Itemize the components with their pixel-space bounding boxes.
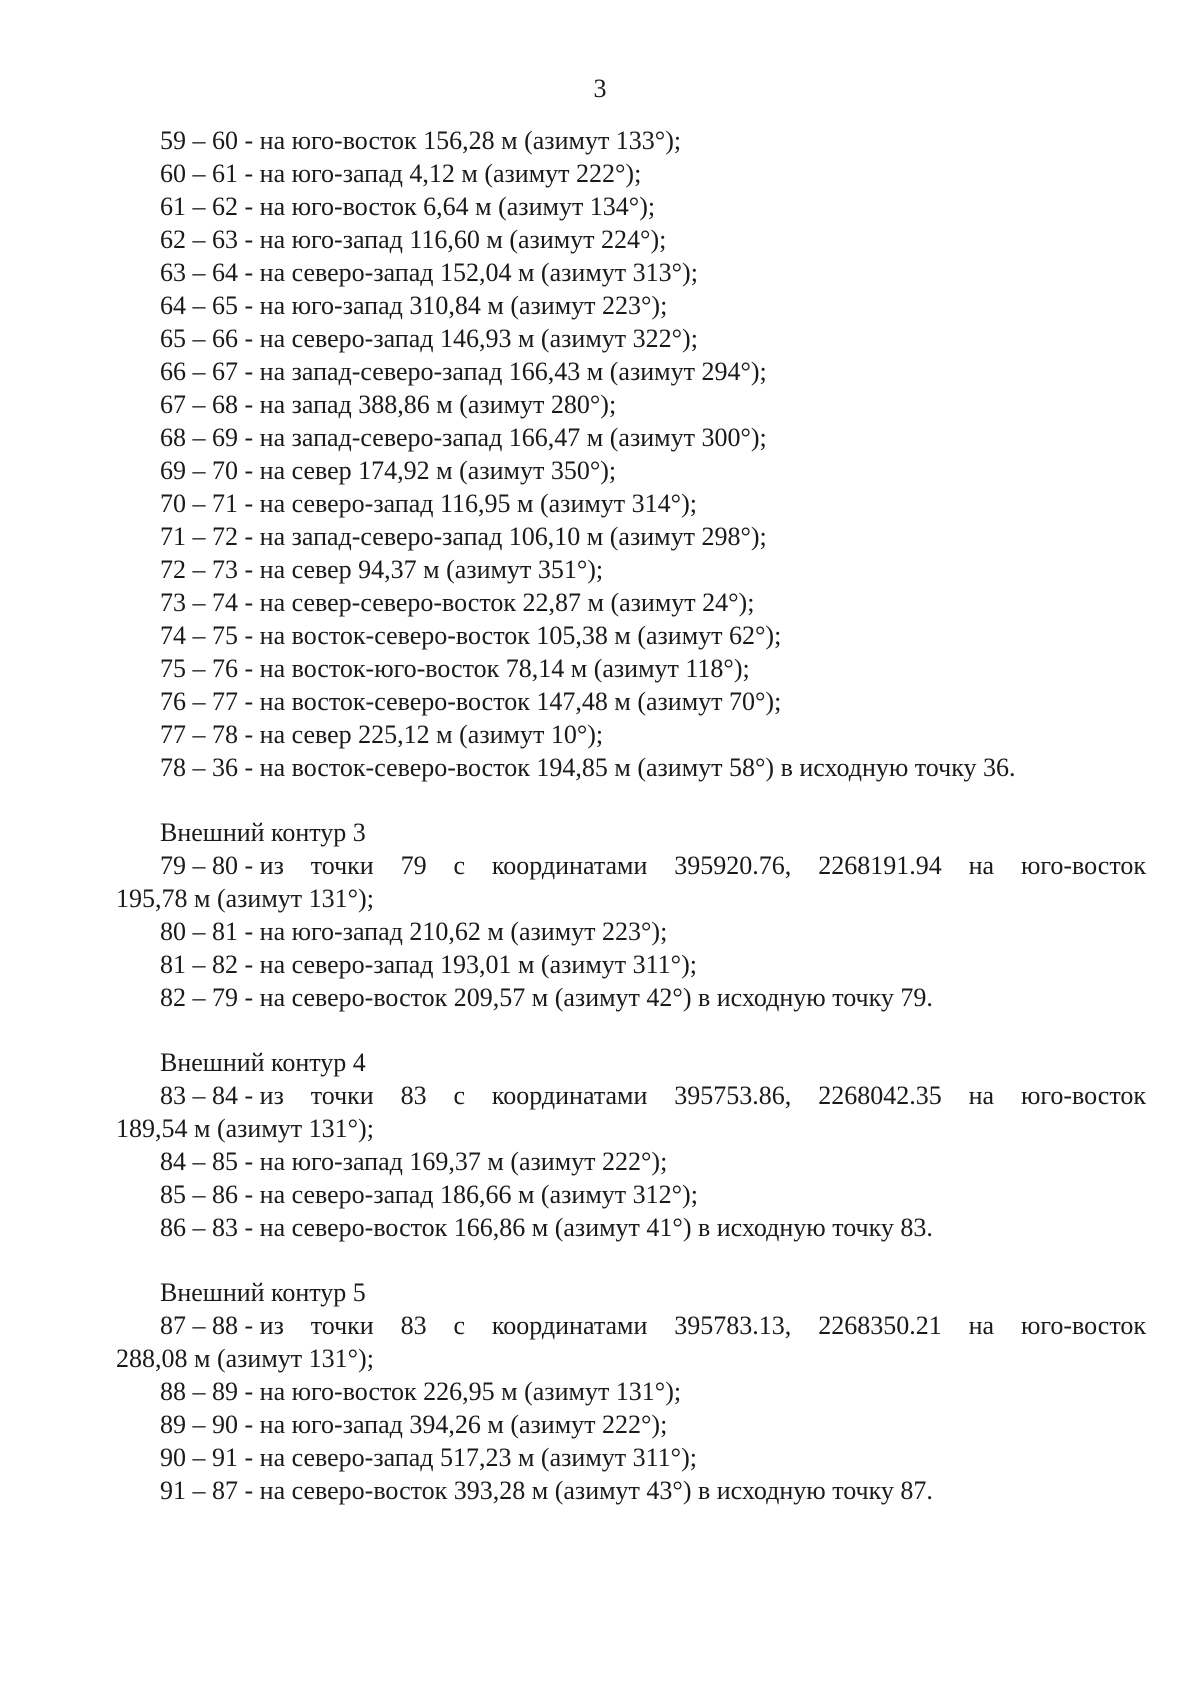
segment-word: с	[453, 1081, 466, 1110]
segment-word: на	[968, 851, 995, 880]
segment-word: 2268042.35	[818, 1081, 942, 1110]
segment-continuation: 195,78 м (азимут 131°);	[116, 884, 374, 913]
contour-heading: Внешний контур 4	[160, 1048, 366, 1077]
segment-line: 85 – 86 - на северо-запад 186,66 м (азимут 312°);	[160, 1180, 698, 1209]
segment-word: 79 – 80 - из	[160, 851, 284, 880]
segment-line: 63 – 64 - на северо-запад 152,04 м (азимут 313°);	[160, 258, 698, 287]
segment-word: 83	[400, 1081, 427, 1110]
segment-line: 90 – 91 - на северо-запад 517,23 м (азимут 311°);	[160, 1443, 697, 1472]
segment-word: 79	[400, 851, 427, 880]
segment-continuation: 288,08 м (азимут 131°);	[116, 1344, 374, 1373]
segment-word: юго-восток	[1020, 1081, 1146, 1110]
segment-line: 59 – 60 - на юго-восток 156,28 м (азимут 133°);	[160, 126, 682, 155]
segment-line: 66 – 67 - на запад-северо-запад 166,43 м (азимут 294°);	[160, 357, 767, 386]
segment-line: 65 – 66 - на северо-запад 146,93 м (азимут 322°);	[160, 324, 698, 353]
segment-word: на	[968, 1081, 995, 1110]
segment-line: 84 – 85 - на юго-запад 169,37 м (азимут 222°);	[160, 1147, 668, 1176]
segment-word: координатами	[491, 851, 648, 880]
segment-line: 74 – 75 - на восток-северо-восток 105,38 м (азимут 62°);	[160, 621, 782, 650]
segment-word: точки	[310, 1081, 374, 1110]
segment-line: 82 – 79 - на северо-восток 209,57 м (азимут 42°) в исходную точку 79.	[160, 983, 933, 1012]
contour-continued-section	[116, 124, 1146, 784]
contour-section-5	[116, 1276, 1146, 1507]
segment-word: 395920.76,	[674, 851, 792, 880]
segment-continuation: 189,54 м (азимут 131°);	[116, 1114, 374, 1143]
segment-word: 395783.13,	[674, 1311, 792, 1340]
section-gap	[116, 1014, 1146, 1046]
segment-line: 89 – 90 - на юго-запад 394,26 м (азимут 222°);	[160, 1410, 668, 1439]
segment-line: 81 – 82 - на северо-запад 193,01 м (азимут 311°);	[160, 950, 697, 979]
segment-word: юго-восток	[1020, 851, 1146, 880]
segment-word: 83	[400, 1311, 427, 1340]
segment-line: 76 – 77 - на восток-северо-восток 147,48 м (азимут 70°);	[160, 687, 782, 716]
segment-line: 71 – 72 - на запад-северо-запад 106,10 м (азимут 298°);	[160, 522, 767, 551]
segment-word: 83 – 84 - из	[160, 1081, 284, 1110]
segment-word: с	[453, 1311, 466, 1340]
segment-line: 69 – 70 - на север 174,92 м (азимут 350°);	[160, 456, 617, 485]
segment-line: 67 – 68 - на запад 388,86 м (азимут 280°);	[160, 390, 617, 419]
segment-word: 2268350.21	[818, 1311, 942, 1340]
segment-word: 2268191.94	[818, 851, 942, 880]
segment-word: координатами	[491, 1081, 648, 1110]
contour-first-segment	[116, 1309, 1146, 1342]
contour-first-segment	[116, 1079, 1146, 1112]
segment-word: точки	[310, 1311, 374, 1340]
segment-line: 73 – 74 - на север-северо-восток 22,87 м (азимут 24°);	[160, 588, 755, 617]
segment-line: 86 – 83 - на северо-восток 166,86 м (азимут 41°) в исходную точку 83.	[160, 1213, 933, 1242]
segment-line: 60 – 61 - на юго-запад 4,12 м (азимут 222°);	[160, 159, 642, 188]
contour-section-3	[116, 816, 1146, 1014]
segment-word: точки	[310, 851, 374, 880]
segment-line: 72 – 73 - на север 94,37 м (азимут 351°);	[160, 555, 604, 584]
segment-word: координатами	[491, 1311, 648, 1340]
segment-line: 77 – 78 - на север 225,12 м (азимут 10°);	[160, 720, 604, 749]
segment-line: 78 – 36 - на восток-северо-восток 194,85 м (азимут 58°) в исходную точку 36.	[160, 753, 1016, 782]
page-number: 3	[593, 74, 607, 103]
segment-word: на	[968, 1311, 995, 1340]
segment-word: 395753.86,	[674, 1081, 792, 1110]
segment-line: 75 – 76 - на восток-юго-восток 78,14 м (азимут 118°);	[160, 654, 750, 683]
segment-line: 62 – 63 - на юго-запад 116,60 м (азимут 224°);	[160, 225, 667, 254]
segment-word: 87 – 88 - из	[160, 1311, 284, 1340]
contour-heading: Внешний контур 3	[160, 818, 366, 847]
segment-word: с	[453, 851, 466, 880]
segment-line: 70 – 71 - на северо-запад 116,95 м (азимут 314°);	[160, 489, 697, 518]
segment-line: 68 – 69 - на запад-северо-запад 166,47 м (азимут 300°);	[160, 423, 767, 452]
segment-word: юго-восток	[1020, 1311, 1146, 1340]
contour-section-4	[116, 1046, 1146, 1244]
segment-line: 64 – 65 - на юго-запад 310,84 м (азимут 223°);	[160, 291, 668, 320]
segment-line: 80 – 81 - на юго-запад 210,62 м (азимут 223°);	[160, 917, 668, 946]
segment-line: 88 – 89 - на юго-восток 226,95 м (азимут 131°);	[160, 1377, 682, 1406]
section-gap	[116, 1244, 1146, 1276]
contour-first-segment	[116, 849, 1146, 882]
section-gap	[116, 784, 1146, 816]
segment-line: 61 – 62 - на юго-восток 6,64 м (азимут 134°);	[160, 192, 656, 221]
document-body	[116, 124, 1146, 1507]
segment-line: 91 – 87 - на северо-восток 393,28 м (азимут 43°) в исходную точку 87.	[160, 1476, 933, 1505]
contour-heading: Внешний контур 5	[160, 1278, 366, 1307]
